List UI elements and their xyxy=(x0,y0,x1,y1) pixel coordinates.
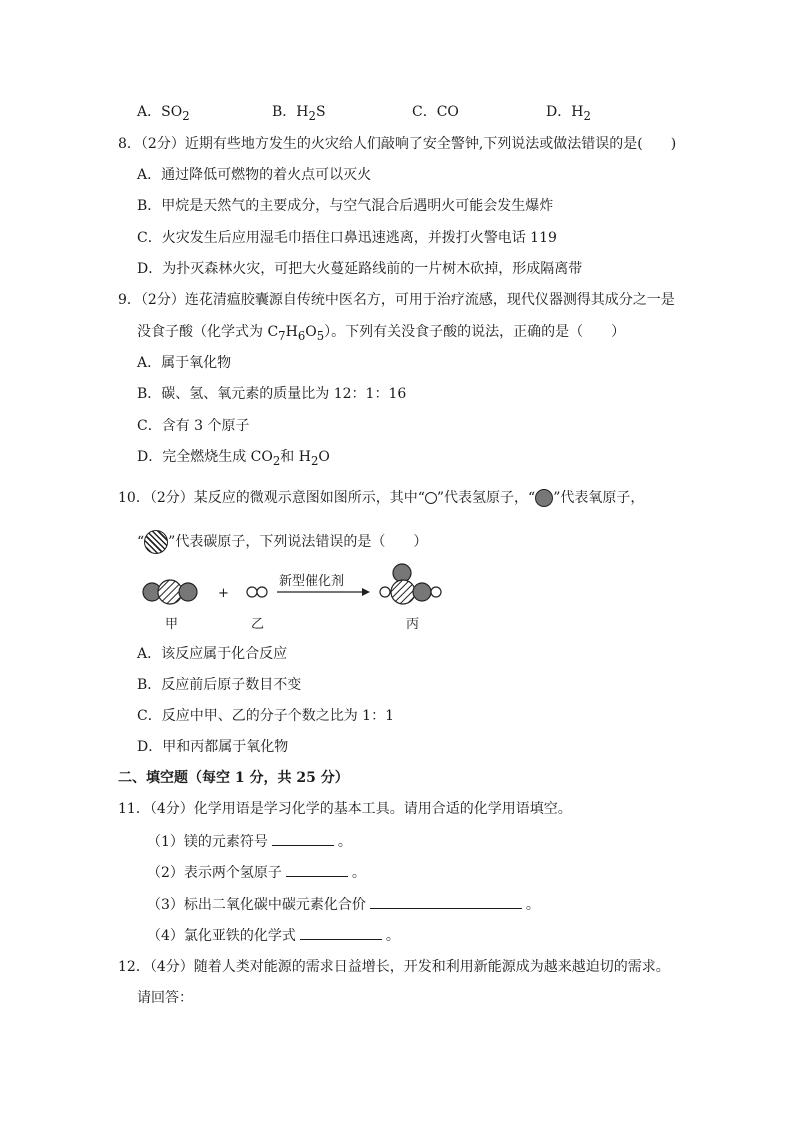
carbon-atom xyxy=(391,580,415,604)
q11-item-4: （4）氯化亚铁的化学式 。 xyxy=(147,925,400,946)
answer-blank[interactable] xyxy=(300,925,382,940)
q8-option-c: C．火灾发生后应用湿毛巾捂住口鼻迅速逃离，并拨打火警电话 119 xyxy=(137,230,557,246)
q9-option-c: C．含有 3 个原子 xyxy=(137,418,250,434)
q7-option-d: D．$H_2$ xyxy=(546,104,591,123)
q12-stem: 12．（4分）随着人类对能源的需求日益增长，开发和利用新能源成为越来越迫切的需求。 xyxy=(118,959,670,975)
q10-stem-line2: “ ”代表碳原子，下列说法错误的是（ ） xyxy=(137,530,427,554)
q7-option-a: A．$SO_2$ xyxy=(137,104,190,123)
hydrogen-atom xyxy=(257,587,267,597)
reaction-arrowhead xyxy=(362,588,370,596)
q7-option-b: B．$H_2S$ xyxy=(272,104,326,123)
molecule-jia xyxy=(143,580,197,604)
label-jia: 甲 xyxy=(165,617,179,632)
q10-option-c: C．反应中甲、乙的分子个数之比为 1：1 xyxy=(137,708,394,724)
q11-item-1: （1）镁的元素符号 。 xyxy=(147,831,352,852)
label-yi: 乙 xyxy=(251,617,265,632)
answer-blank[interactable] xyxy=(286,862,348,877)
oxygen-atom-legend-icon xyxy=(535,489,553,507)
q9-option-a: A．属于氧化物 xyxy=(137,355,232,371)
q10-option-a: A．该反应属于化合反应 xyxy=(137,646,288,662)
q9-option-d: D．完全燃烧生成 $CO_2$和 $H_2O$ xyxy=(137,449,330,468)
arrow-label: 新型催化剂 xyxy=(279,574,345,589)
q9-option-b: B．碳、氢、氧元素的质量比为 12：1：16 xyxy=(137,386,407,402)
q10-option-d: D．甲和丙都属于氧化物 xyxy=(137,739,289,755)
q9-stem-line1: 9．（2分）连花清瘟胶囊源自传统中医名方，可用于治疗流感，现代仪器测得其成分之一是 xyxy=(118,292,675,308)
q11-stem: 11．（4分）化学用语是学习化学的基本工具。请用合适的化学用语填空。 xyxy=(118,801,572,817)
oxygen-atom xyxy=(413,583,431,601)
oxygen-atom xyxy=(179,583,197,601)
hydrogen-atom xyxy=(247,587,257,597)
answer-blank[interactable] xyxy=(272,831,334,846)
answer-blank[interactable] xyxy=(370,894,522,909)
plus-sign: + xyxy=(218,586,229,601)
q8-option-b: B．甲烷是天然气的主要成分，与空气混合后遇明火可能会发生爆炸 xyxy=(137,198,554,214)
q11-item-2: （2）表示两个氢原子 。 xyxy=(147,862,366,883)
hydrogen-atom xyxy=(431,587,441,597)
q9-stem-line2: 没食子酸（化学式为 $C_7H_6O_5$）。下列有关没食子酸的说法，正确的是（ ） xyxy=(137,324,626,343)
q11-item-3: （3）标出二氧化碳中碳元素化合价 。 xyxy=(147,894,540,915)
q12-line2: 请回答： xyxy=(137,990,193,1006)
q8-option-d: D．为扑灭森林火灾，可把大火蔓延路线前的一片树木砍掉，形成隔离带 xyxy=(137,261,583,277)
q10-stem-line1: 10．（2分）某反应的微观示意图如图所示，其中“ ”代表氢原子，“ ”代表氧原子， xyxy=(118,490,645,506)
q7-option-c: C．CO xyxy=(412,104,459,120)
q8-stem: 8．（2分）近期有些地方发生的火灾给人们敲响了安全警钟,下列说法或做法错误的是( ) xyxy=(118,136,677,152)
reaction-diagram xyxy=(130,555,460,635)
oxygen-atom xyxy=(393,564,411,582)
q8-option-a: A．通过降低可燃物的着火点可以灭火 xyxy=(137,167,372,183)
q10-option-b: B．反应前后原子数目不变 xyxy=(137,677,302,693)
molecule-yi xyxy=(247,587,267,597)
label-bing: 丙 xyxy=(406,617,420,632)
hydrogen-atom xyxy=(380,587,390,597)
carbon-atom-legend-icon xyxy=(144,530,168,554)
carbon-atom xyxy=(158,580,182,604)
molecule-bing xyxy=(380,564,441,604)
section-title: 二、填空题（每空 1 分，共 25 分） xyxy=(118,770,349,786)
hydrogen-atom-legend-icon xyxy=(425,492,437,504)
